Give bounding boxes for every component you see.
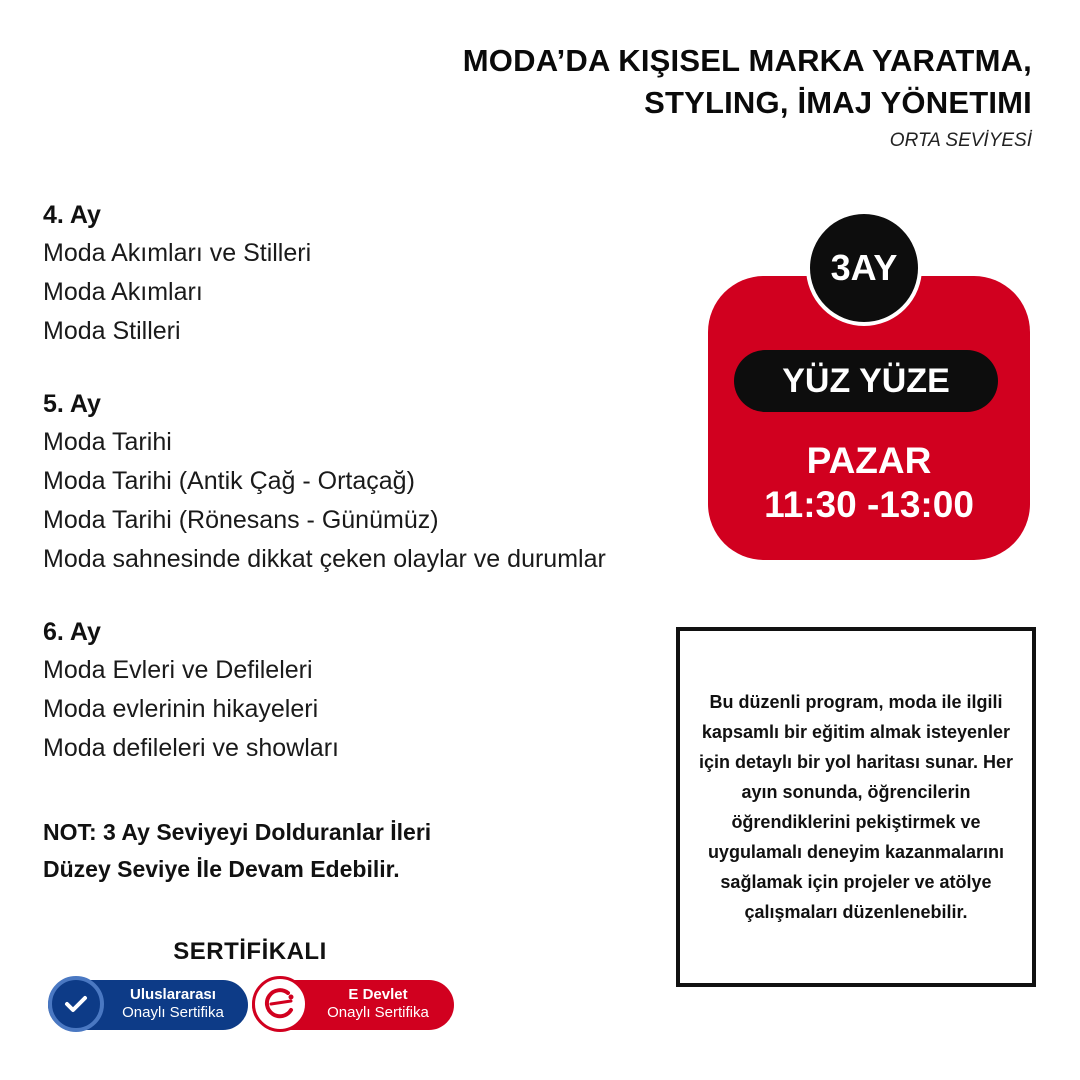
- curriculum-list: [43, 196, 693, 802]
- description-text: Bu düzenli program, moda ile ilgili kapsamlı bir eğitim almak isteyenler için detaylı bir yol haritası sunar. Her ayın sonunda, öğrencilerin öğrendiklerini pekiştirmek ve uygulamalı deneyim kazanmalarını sağlamak için projeler ve atölye çalışmaları düzenlenebilir.: [698, 692, 1014, 922]
- month-section: [43, 196, 693, 351]
- month-section: [43, 385, 693, 579]
- month-item: Moda Stilleri: [43, 317, 181, 345]
- check-icon: [48, 976, 104, 1032]
- level-label: ORTA SEVİYESİ: [889, 130, 1032, 151]
- month-item: Moda Tarihi (Antik Çağ - Ortaçağ): [43, 467, 415, 495]
- month-item: Moda sahnesinde dikkat çeken olaylar ve durumlar: [43, 545, 606, 573]
- certificate-sublabel: Onaylı Sertifika: [327, 1004, 429, 1021]
- format-pill: YÜZ YÜZE: [734, 350, 998, 412]
- month-title: 6. Ay: [43, 618, 101, 646]
- note-line-2: Düzey Seviye İle Devam Edebilir.: [43, 856, 400, 882]
- month-item: Moda Tarihi (Rönesans - Günümüz): [43, 506, 439, 534]
- note: [43, 814, 563, 888]
- e-devlet-logo-icon: [252, 976, 308, 1032]
- month-title: 4. Ay: [43, 201, 101, 229]
- month-section: [43, 613, 693, 768]
- description-box: [676, 627, 1036, 987]
- certificates-title: SERTİFİKALI: [173, 938, 327, 965]
- certificate-sublabel: Onaylı Sertifika: [122, 1004, 224, 1021]
- month-item: Moda Tarihi: [43, 428, 172, 456]
- note-line-1: NOT: 3 Ay Seviyeyi Dolduranlar İleri: [43, 819, 432, 845]
- duration-badge: 3AY: [806, 210, 922, 326]
- month-item: Moda defileleri ve showları: [43, 734, 339, 762]
- month-item: Moda Akımları: [43, 278, 203, 306]
- schedule-time: 11:30 -13:00: [764, 484, 974, 525]
- certificate-label: E Devlet: [348, 986, 408, 1003]
- title-line-1: MODA’DA KIŞISEL MARKA YARATMA,: [462, 43, 1032, 78]
- schedule-day: PAZAR: [806, 440, 932, 481]
- month-item: Moda Evleri ve Defileleri: [43, 656, 313, 684]
- edevlet-certificate-badge: [252, 980, 454, 1030]
- month-title: 5. Ay: [43, 390, 101, 418]
- month-item: Moda evlerinin hikayeleri: [43, 695, 319, 723]
- certificate-label: Uluslararası: [130, 986, 216, 1003]
- international-certificate-badge: [48, 980, 248, 1030]
- month-item: Moda Akımları ve Stilleri: [43, 239, 312, 267]
- title-line-2: STYLING, İMAJ YÖNETIMI: [644, 85, 1032, 120]
- page-title: [463, 40, 1032, 152]
